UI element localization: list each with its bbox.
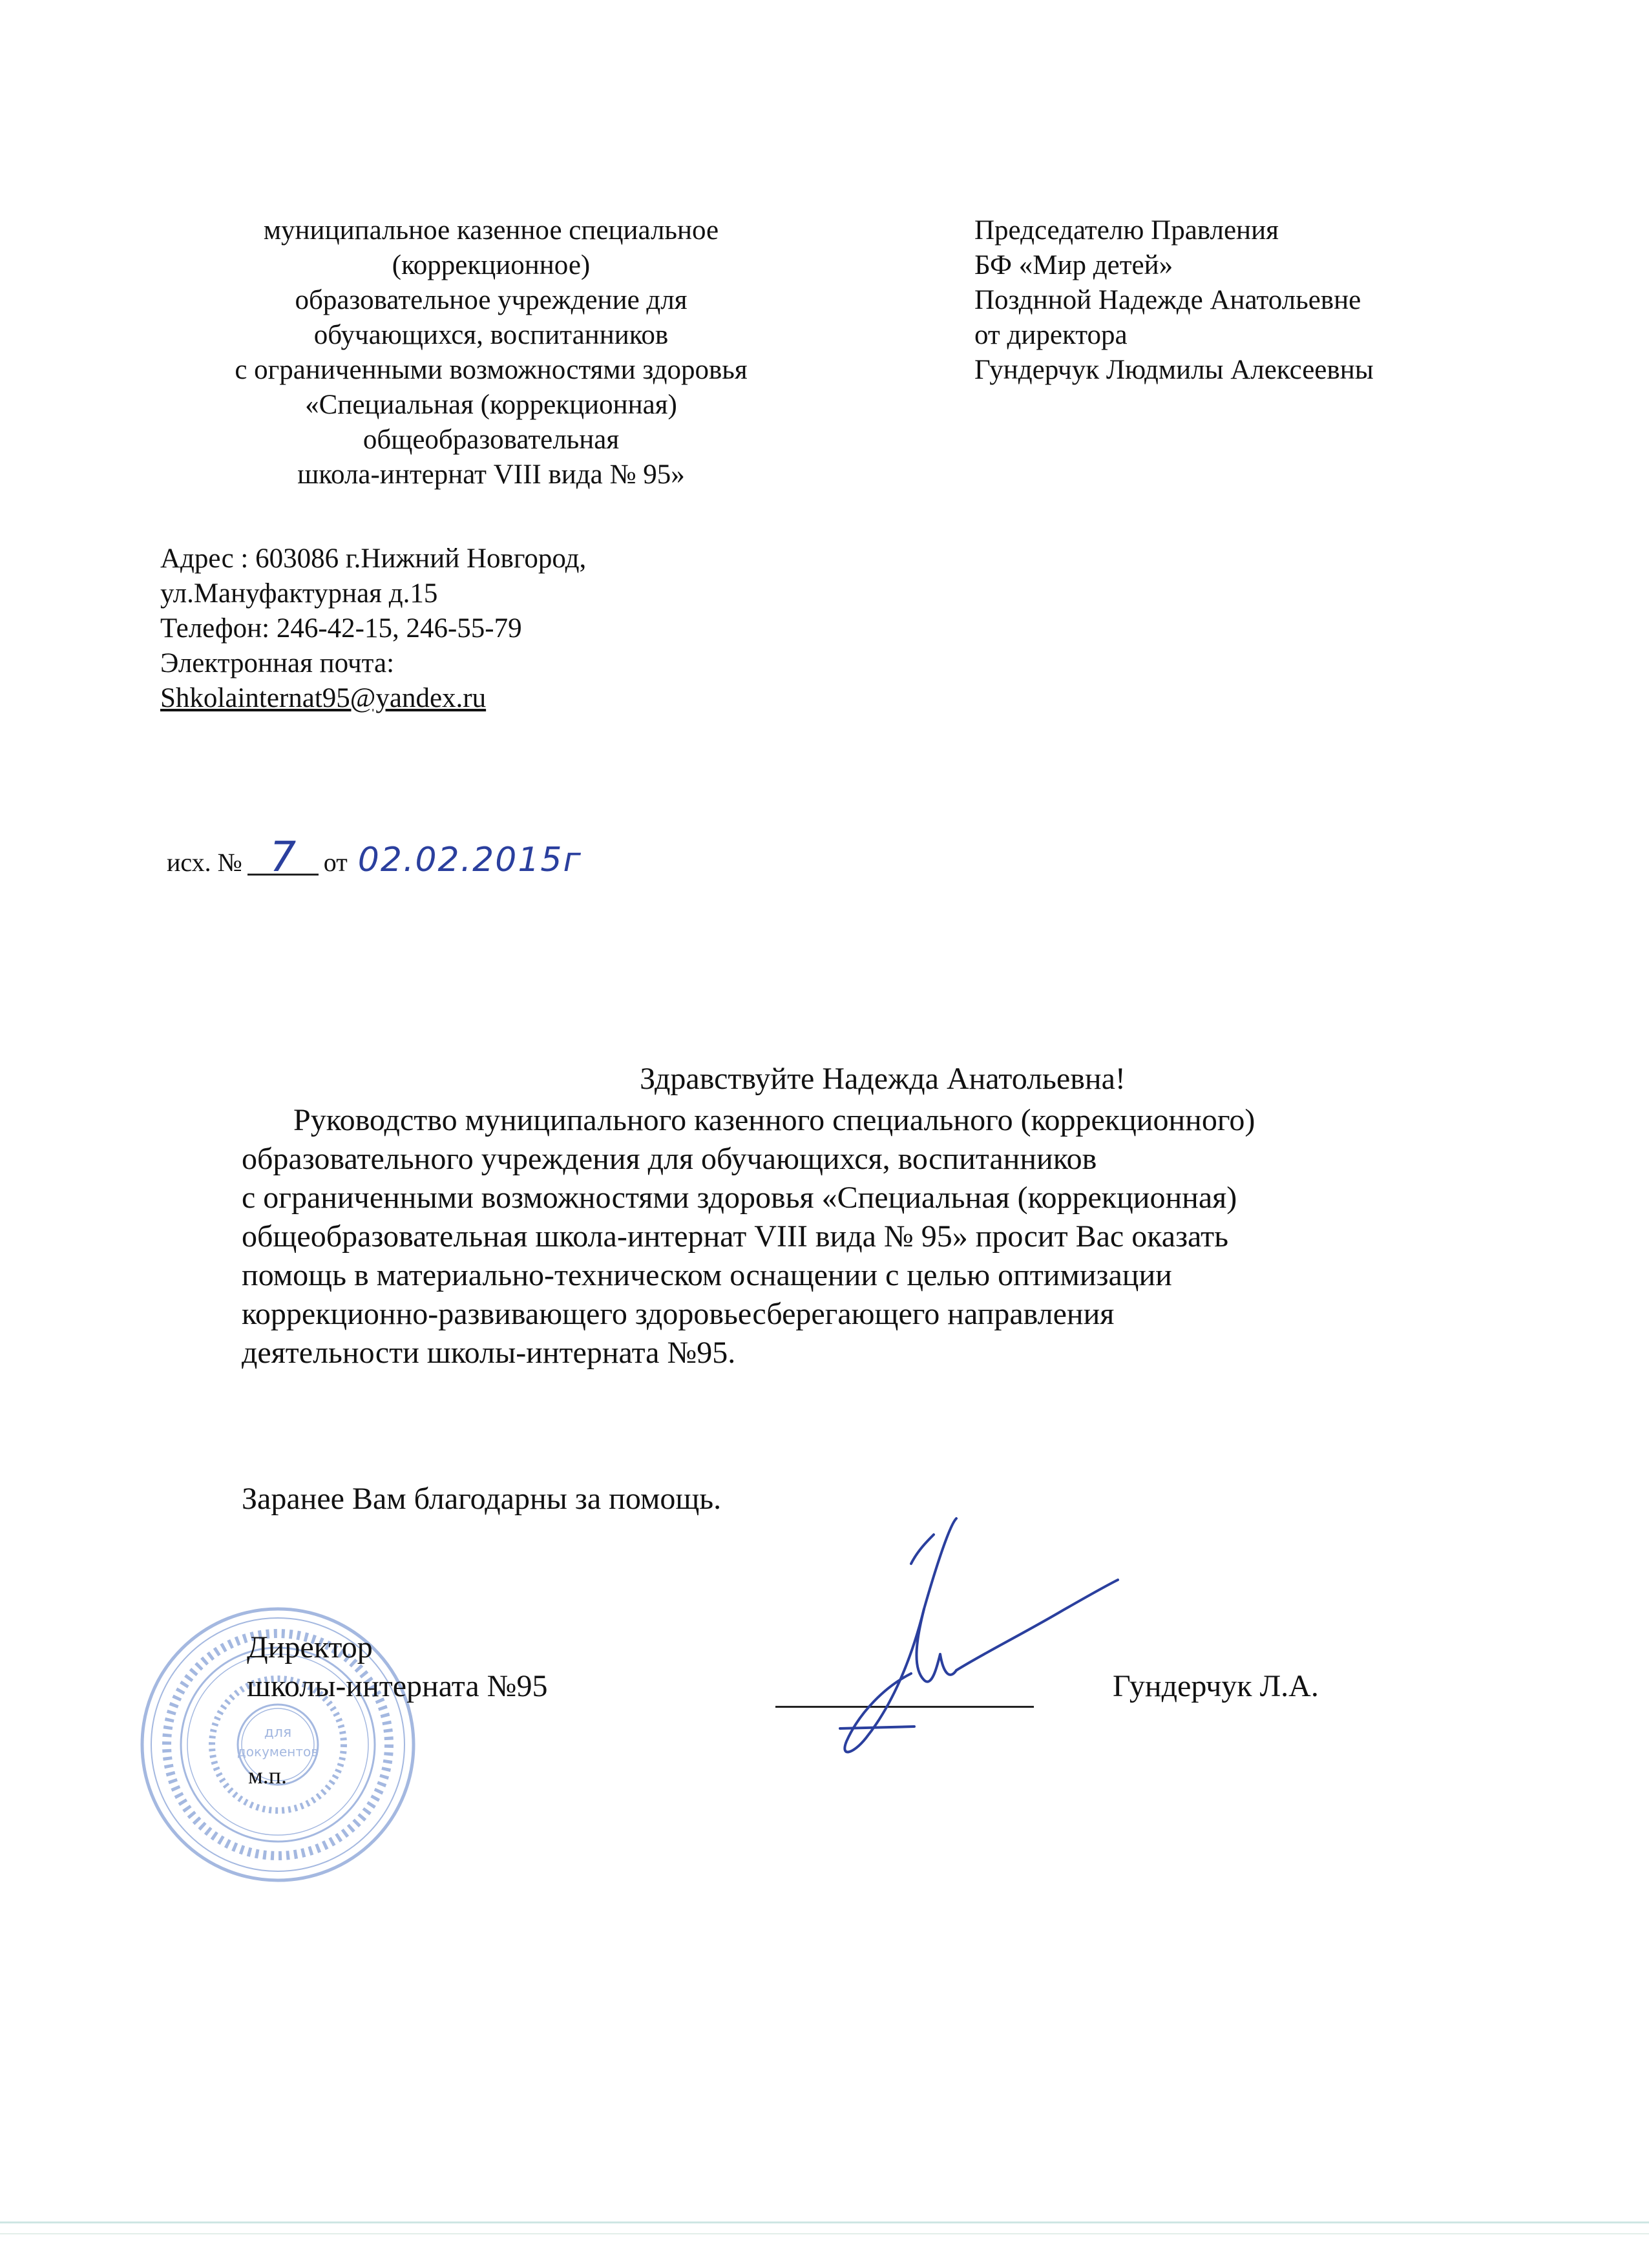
outgoing-prefix: исх. №	[167, 848, 242, 877]
footer-rule	[0, 2221, 1649, 2223]
sender-line: «Специальная (коррекционная)	[305, 390, 677, 420]
handwritten-signature-icon	[762, 1506, 1124, 1777]
sender-block	[149, 213, 834, 492]
sender-line: обучающихся, воспитанников	[313, 320, 669, 350]
addressee-line: от директора	[974, 320, 1128, 350]
sender-line: образовательное учреждение для	[295, 285, 688, 315]
body-line: помощь в материально-техническом оснащении с целью оптимизации	[242, 1258, 1172, 1292]
body-line: Руководство муниципального казенного специального (коррекционного)	[293, 1103, 1255, 1137]
addressee-line: Гундерчук Людмилы Алексеевны	[974, 355, 1374, 385]
addressee-line: Председателю Правления	[974, 215, 1279, 246]
outgoing-date: 02.02.2015г	[357, 841, 582, 879]
stamp-inner-text-top: для	[264, 1725, 292, 1741]
outgoing-number: 7	[247, 841, 319, 876]
signer-organization: школы-интерната №95	[247, 1669, 548, 1703]
sender-line: с ограниченными возможностями здоровья	[235, 355, 748, 385]
address-line: Адрес : 603086 г.Нижний Новгород,	[160, 543, 587, 574]
greeting: Здравствуйте Надежда Анатольевна!	[640, 1062, 1126, 1096]
addressee-block	[974, 213, 1556, 388]
sender-line: (коррекционное)	[392, 250, 591, 280]
contacts-block	[160, 541, 806, 716]
body-line: с ограниченными возможностями здоровья «Специальная (коррекционная)	[242, 1181, 1237, 1215]
email-link[interactable]: Shkolainternat95@yandex.ru	[160, 683, 487, 713]
addressee-line: Позднной Надежде Анатольевне	[974, 285, 1361, 315]
body-line: общеобразовательная школа-интернат VIII вида № 95» просит Вас оказать	[242, 1219, 1228, 1254]
sender-line: общеобразовательная	[362, 425, 620, 455]
email-label: Электронная почта:	[160, 648, 395, 678]
body-line: деятельности школы-интерната №95.	[242, 1336, 736, 1370]
outgoing-from-label: от	[323, 848, 348, 877]
sender-line: муниципальное казенное специальное	[263, 215, 719, 246]
signer-name: Гундерчук Л.А.	[1113, 1669, 1319, 1703]
letter-body	[242, 1101, 1508, 1372]
signer-position: Директор	[247, 1630, 373, 1664]
thanks-line: Заранее Вам благодарны за помощь.	[242, 1482, 722, 1516]
footer-rule-secondary	[0, 2233, 1649, 2234]
seal-place-label: м.п.	[248, 1763, 288, 1789]
street-line: ул.Мануфактурная д.15	[160, 578, 438, 609]
addressee-line: БФ «Мир детей»	[974, 250, 1173, 280]
body-line: образовательного учреждения для обучающихся, воспитанников	[242, 1142, 1097, 1176]
body-line: коррекционно-развивающего здоровьесберегающего направления	[242, 1297, 1115, 1331]
phone-line: Телефон: 246-42-15, 246-55-79	[160, 613, 522, 644]
outgoing-reference	[167, 834, 582, 881]
sender-line: школа-интернат VIII вида № 95»	[297, 459, 685, 490]
stamp-inner-text-bottom: документов	[236, 1744, 319, 1759]
signer-title	[247, 1628, 547, 1706]
